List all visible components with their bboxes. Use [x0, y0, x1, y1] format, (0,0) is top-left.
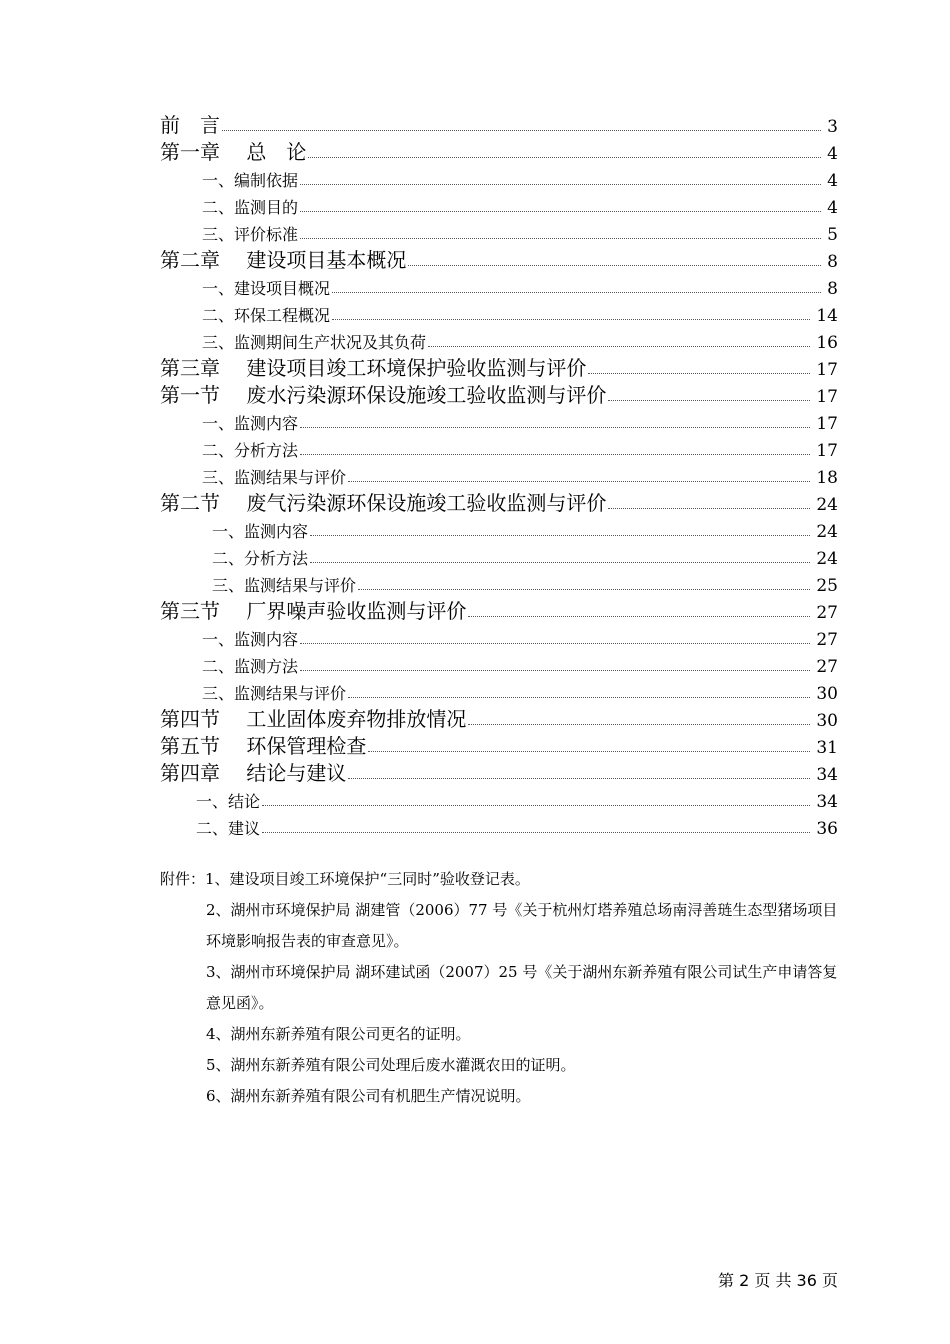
toc-page-number: 24 [816, 495, 838, 515]
toc-label: 三、监测结果与评价 [202, 468, 347, 488]
toc-subitem-row [160, 461, 838, 488]
toc-leader-dots [468, 616, 810, 617]
toc-page-number: 36 [816, 819, 838, 839]
toc-page-number: 34 [816, 792, 838, 812]
toc-page-number: 30 [816, 711, 838, 731]
toc-page-number: 27 [816, 657, 838, 677]
toc-label: 一、建设项目概况 [202, 279, 331, 299]
toc-page-number: 30 [816, 684, 838, 704]
toc-page-number: 3 [827, 117, 838, 137]
toc-leader-dots [588, 373, 810, 374]
toc-leader-dots [468, 724, 810, 725]
toc-label: 三、监测结果与评价 [212, 576, 357, 596]
toc-subitem-row [160, 272, 838, 299]
toc-leader-dots [300, 238, 821, 239]
toc-heading-row [160, 353, 838, 380]
toc-label: 三、监测结果与评价 [202, 684, 347, 704]
toc-subitem-row [160, 407, 838, 434]
toc-label: 一、结论 [196, 792, 261, 812]
toc-page-number: 27 [816, 630, 838, 650]
attachment-item: 6、湖州东新养殖有限公司有机肥生产情况说明。 [206, 1087, 531, 1105]
attachments-list [160, 864, 838, 1112]
attachment-item: 3、湖州市环境保护局 湖环建试函（2007）25 号《关于湖州东新养殖有限公司试生产申请答复意见函》。 [206, 963, 838, 1012]
toc-page-number: 17 [816, 387, 838, 407]
toc-subitem-row [160, 623, 838, 650]
toc-label: 前 言 [160, 113, 220, 137]
toc-label: 三、评价标准 [202, 225, 299, 245]
toc-leader-dots [310, 535, 810, 536]
toc-page-number: 16 [816, 333, 838, 353]
toc-page-number: 25 [816, 576, 838, 596]
toc-subitem-row [160, 542, 838, 569]
toc-label: 一、监测内容 [202, 414, 299, 434]
toc-page-number: 34 [816, 765, 838, 785]
toc-page-number: 4 [827, 171, 838, 191]
toc-label: 第三节 厂界噪声验收监测与评价 [160, 599, 467, 623]
toc-page-number: 27 [816, 603, 838, 623]
attachments-prefix: 附件： [160, 870, 206, 888]
toc-page-number: 4 [827, 198, 838, 218]
toc-leader-dots [300, 670, 810, 671]
attachment-item [160, 864, 838, 895]
toc-label: 第四章 结论与建议 [160, 761, 347, 785]
page-footer: 第 2 页 共 36 页 [718, 1271, 838, 1290]
toc-page-number: 8 [827, 279, 838, 299]
toc-heading-row [160, 488, 838, 515]
toc-page-number: 24 [816, 522, 838, 542]
toc-subitem-row [160, 434, 838, 461]
toc-page-number: 17 [816, 360, 838, 380]
toc-subitem-row [160, 812, 838, 839]
toc-leader-dots [332, 292, 821, 293]
toc-leader-dots [608, 400, 810, 401]
toc-label: 二、环保工程概况 [202, 306, 331, 326]
toc-label: 第五节 环保管理检查 [160, 734, 367, 758]
toc-label: 第三章 建设项目竣工环境保护验收监测与评价 [160, 356, 587, 380]
attachment-item: 2、湖州市环境保护局 湖建管（2006）77 号《关于杭州灯塔养殖总场南浔善琏生态型猪场项目环境影响报告表的审查意见》。 [206, 901, 838, 950]
toc-label: 一、监测内容 [212, 522, 309, 542]
toc-heading-row [160, 731, 838, 758]
toc-label: 二、监测方法 [202, 657, 299, 677]
toc-subitem-row [160, 218, 838, 245]
toc-label: 第四节 工业固体废弃物排放情况 [160, 707, 467, 731]
toc-leader-dots [300, 643, 810, 644]
toc-subitem-row [160, 650, 838, 677]
toc-leader-dots [300, 184, 821, 185]
toc-leader-dots [300, 454, 810, 455]
toc-leader-dots [300, 427, 810, 428]
toc-page-number: 24 [816, 549, 838, 569]
toc-heading-row [160, 704, 838, 731]
toc-leader-dots [358, 589, 810, 590]
toc-leader-dots [300, 211, 821, 212]
toc-subitem-row [160, 326, 838, 353]
toc-leader-dots [368, 751, 810, 752]
toc-page-number: 17 [816, 414, 838, 434]
toc-heading-row [160, 596, 838, 623]
toc-page-number: 31 [816, 738, 838, 758]
toc-heading-row [160, 137, 838, 164]
toc-subitem-row [160, 299, 838, 326]
toc-subitem-row [160, 785, 838, 812]
toc-label: 三、监测期间生产状况及其负荷 [202, 333, 427, 353]
toc-leader-dots [348, 697, 810, 698]
toc-page-number: 17 [816, 441, 838, 461]
toc-label: 二、分析方法 [202, 441, 299, 461]
toc-label: 第二节 废气污染源环保设施竣工验收监测与评价 [160, 491, 607, 515]
toc-leader-dots [428, 346, 810, 347]
toc-leader-dots [308, 157, 821, 158]
toc-heading-row [160, 245, 838, 272]
toc-leader-dots [608, 508, 810, 509]
toc-label: 第一节 废水污染源环保设施竣工验收监测与评价 [160, 383, 607, 407]
table-of-contents [160, 110, 838, 839]
attachment-item: 5、湖州东新养殖有限公司处理后废水灌溉农田的证明。 [206, 1056, 576, 1074]
toc-subitem-row [160, 164, 838, 191]
toc-page-number: 14 [816, 306, 838, 326]
toc-label: 一、监测内容 [202, 630, 299, 650]
toc-heading-row [160, 110, 838, 137]
toc-subitem-row [160, 677, 838, 704]
toc-label: 第一章 总 论 [160, 140, 307, 164]
toc-leader-dots [310, 562, 810, 563]
toc-heading-row [160, 380, 838, 407]
toc-page-number: 8 [827, 252, 838, 272]
toc-leader-dots [348, 778, 810, 779]
toc-label: 第二章 建设项目基本概况 [160, 248, 407, 272]
toc-leader-dots [222, 130, 821, 131]
toc-subitem-row [160, 515, 838, 542]
toc-heading-row [160, 758, 838, 785]
toc-leader-dots [348, 481, 810, 482]
toc-page-number: 4 [827, 144, 838, 164]
toc-page-number: 18 [816, 468, 838, 488]
toc-leader-dots [408, 265, 821, 266]
toc-page-number: 5 [827, 225, 838, 245]
toc-leader-dots [332, 319, 810, 320]
toc-label: 二、分析方法 [212, 549, 309, 569]
toc-label: 一、编制依据 [202, 171, 299, 191]
attachment-item: 4、湖州东新养殖有限公司更名的证明。 [206, 1025, 471, 1043]
toc-leader-dots [262, 805, 810, 806]
toc-subitem-row [160, 191, 838, 218]
attachment-text: 1、建设项目竣工环境保护“三同时”验收登记表。 [205, 870, 530, 888]
toc-label: 二、建议 [196, 819, 261, 839]
toc-label: 二、监测目的 [202, 198, 299, 218]
toc-subitem-row [160, 569, 838, 596]
toc-leader-dots [262, 832, 810, 833]
